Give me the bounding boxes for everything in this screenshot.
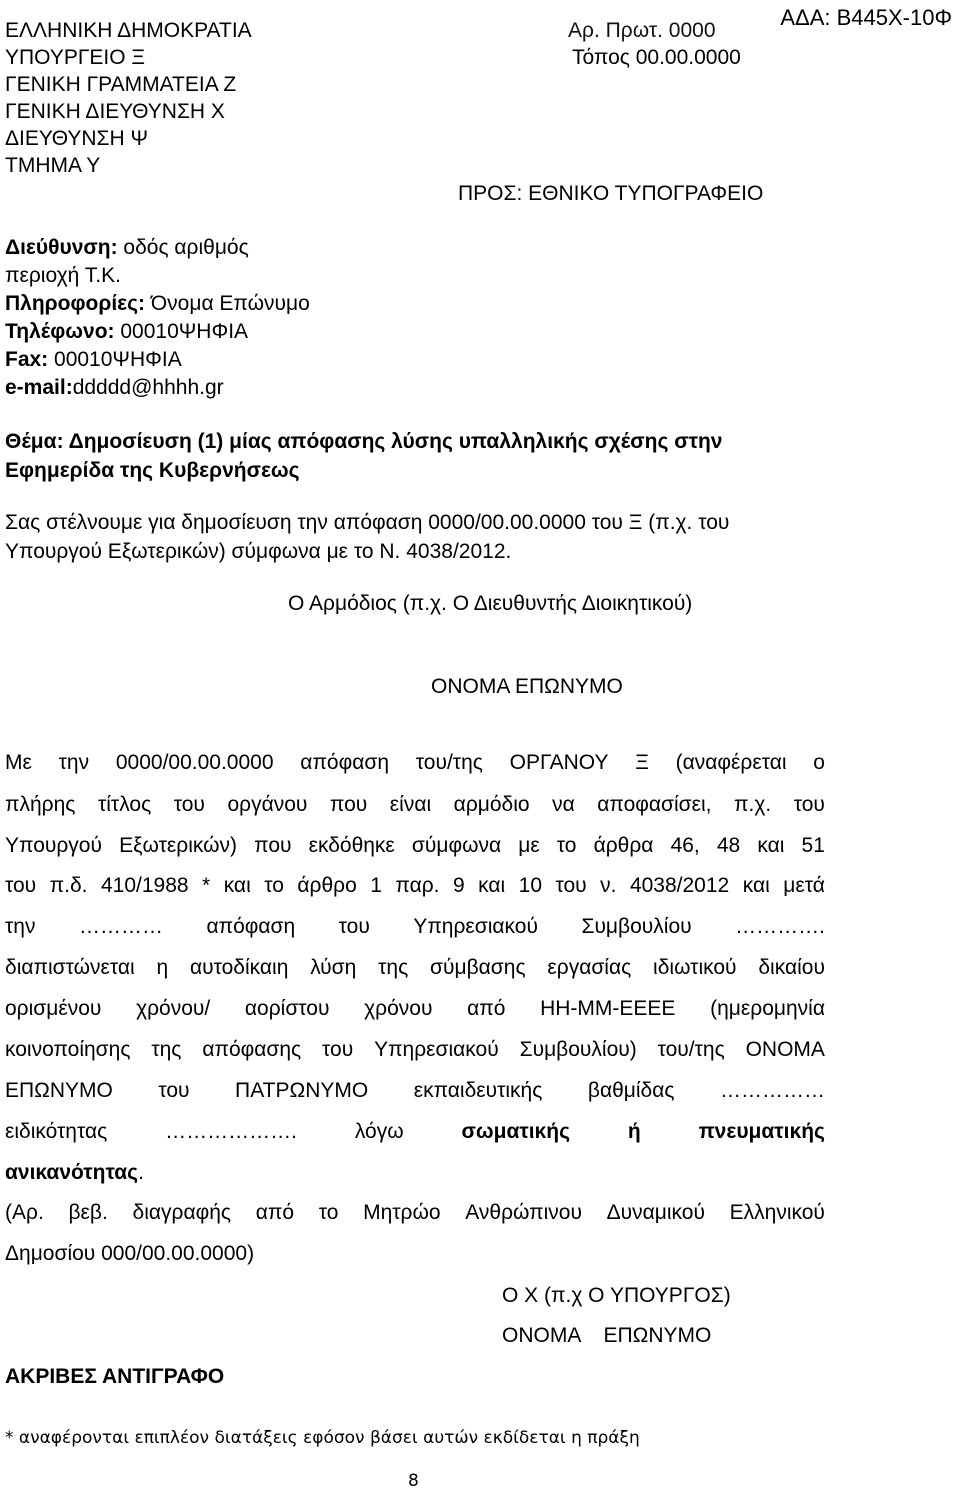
body-word: οργάνου [227,793,308,816]
body-word: * [202,874,211,897]
body-word: 48 [716,834,741,857]
body-word: ………………. [165,1120,297,1143]
body-word: της [378,956,409,979]
body-word: εκδόθηκε [308,834,395,857]
certificate-word: Δυναμικού [606,1201,705,1224]
body-word: …………… [719,1079,825,1102]
competent-official: Ο Αρμόδιος (π.χ. Ο Διευθυντής Διοικητικού) [288,592,693,615]
body-word: ειδικότητας [5,1120,108,1143]
fax-value: 00010ΨΗΦΙΑ [48,348,182,371]
body-word: Εξωτερικών) [119,834,238,857]
certificate-word: Μητρώο [363,1201,441,1224]
subject-line: Εφημερίδα της Κυβερνήσεως [5,459,300,482]
body-word: την [58,751,90,774]
body-word: 1 [370,874,382,897]
body-word: Υπηρεσιακού [413,915,538,938]
body-word: ΟΡΓΑΝΟΥ [509,751,609,774]
body-word: ΟΝΟΜΑ [745,1038,825,1061]
body-word: του [5,874,37,897]
body-word: ΠΑΤΡΩΝΥΜΟ [235,1079,369,1102]
body-word: της [151,1038,182,1061]
body-word: (αναφέρεται [675,751,787,774]
authority-line: ΓΕΝΙΚΗ ΔΙΕΥΘΥΝΣΗ Χ [5,100,225,123]
body-word: την [5,915,36,938]
body-line [5,794,825,815]
info-value: Όνομα Επώνυμο [145,292,310,315]
intro-line: Σας στέλνουμε για δημοσίευση την απόφαση 0000/00.00.0000 του Ξ (π.χ. του [5,511,730,534]
body-word: είναι [389,793,432,816]
certified-copy: ΑΚΡΙΒΕΣ ΑΝΤΙΓΡΑΦΟ [5,1365,225,1388]
protocol-number: Αρ. Πρωτ. 0000 [568,19,716,42]
subject-line: Θέμα: Δημοσίευση (1) μίας απόφασης λύσης υπαλληλικής σχέσης στην [5,430,723,453]
email-value: ddddd@hhhh.gr [72,376,224,399]
phone-value: 00010ΨΗΦΙΑ [114,320,249,343]
certificate-word: από [255,1201,295,1224]
signer-title: Ο Χ (π.χ Ο ΥΠΟΥΡΓΟΣ) [502,1284,731,1307]
intro-line: Υπουργού Εξωτερικών) σύμφωνα με το Ν. 4038/2012. [5,540,512,563]
body-word: το [556,834,577,857]
body-word: π.δ. [49,874,88,897]
body-line [5,875,825,896]
body-word: ιδιωτικού [653,956,737,979]
certificate-word: βεβ. [68,1201,108,1224]
body-line [5,1121,825,1142]
fax-label: Fax: [5,348,49,371]
body-word: ορισμένου [5,997,102,1020]
subject [5,427,722,485]
info-line [5,290,310,318]
body-last-line [5,1162,144,1183]
competent-official-name: ΟΝΟΜΑ ΕΠΩΝΥΜΟ [431,675,623,698]
body-word: δικαίου [758,956,825,979]
body-line [5,1080,825,1101]
body-line [5,998,825,1019]
body-word: διαπιστώνεται [5,956,135,979]
phone-line [5,318,310,346]
body-word: (ημερομηνία [710,997,825,1020]
page-number: 8 [408,1471,419,1491]
area-line: περιοχή Τ.Κ. [5,264,121,287]
authority-line: ΤΜΗΜΑ Υ [5,154,101,177]
body-word: χρόνου [364,997,433,1020]
body-word: του/της [415,751,483,774]
authority-line: ΥΠΟΥΡΓΕΙΟ Ξ [5,46,146,69]
body-word: σύμβασης [430,956,526,979]
body-word: 51 [801,834,825,857]
certificate-line-end: Δημοσίου 000/00.00.0000) [5,1242,255,1265]
body-word: χρόνου/ [136,997,211,1020]
body-word: κοινοποίησης [5,1038,131,1061]
body-word: αρμόδιο [453,793,530,816]
certificate-word: το [318,1201,339,1224]
footnote: * αναφέρονται επιπλέον διατάξεις εφόσον βάσει αυτών εκδίδεται η πράξη [5,1428,640,1448]
email-label: e-mail: [5,376,73,399]
body-word: να [552,793,575,816]
body-word: του [555,874,587,897]
body-word: 9 [452,874,465,897]
body-word: π.χ. [734,793,772,816]
authority-line: ΕΛΛΗΝΙΚΗ ΔΗΜΟΚΡΑΤΙΑ [5,19,252,42]
body-word: 4038/2012 [629,874,730,897]
body-word: παρ. [395,874,440,897]
body-word: του [322,1038,354,1061]
body-word: Συμβουλίου [581,915,692,938]
body-word: απόφαση [206,915,296,938]
intro-paragraph [5,508,729,566]
authority-line: ΔΙΕΥΘΥΝΣΗ Ψ [5,127,149,150]
incapacity-word: ανικανότητας [5,1161,139,1184]
body-word: Ξ [635,751,649,774]
body-word: λύση [310,956,357,979]
certificate-word: Ελληνικού [729,1201,825,1224]
body-word: ν. [600,874,617,897]
body-word: πνευματικής [698,1120,825,1143]
body-word: του [338,915,370,938]
body-word: λόγω [354,1120,404,1143]
body-word: σύμφωνα [411,834,502,857]
email-line [5,374,310,402]
body-last-punct: . [138,1161,144,1184]
body-word: εκπαιδευτικής [413,1079,543,1102]
body-word: ή [627,1120,641,1143]
body-word: αποφασίσει, [597,793,712,816]
body-line [5,835,825,856]
info-label: Πληροφορίες: [5,292,146,315]
body-line [5,957,825,978]
recipient: ΠΡΟΣ: ΕΘΝΙΚΟ ΤΥΠΟΓΡΑΦΕΙΟ [458,182,764,205]
body-line [5,916,825,937]
body-word: 0000/00.00.0000 [115,751,274,774]
body-word: και [478,874,506,897]
body-word: που [329,793,368,816]
fax-line [5,346,310,374]
body-word: και [742,874,770,897]
body-word: ………… [78,915,163,938]
issuing-authority [5,17,252,179]
body-word: από [467,997,506,1020]
body-word: βαθμίδας [587,1079,675,1102]
body-word: απόφαση [300,751,390,774]
body-word: 410/1988 [100,874,189,897]
body-word: με [518,834,540,857]
body-word: Υπουργού [5,834,102,857]
body-word: …………. [735,915,825,938]
address-line [5,234,310,262]
certificate-line [5,1202,825,1223]
body-word: Με [5,751,32,774]
body-word: αυτοδίκαιη [189,956,289,979]
body-line [5,752,825,773]
body-word: 10 [518,874,543,897]
body-word: τίτλος [97,793,152,816]
certificate-word: Ανθρώπινου [465,1201,582,1224]
ada-code: ΑΔΑ: Β445Χ-10Φ [780,5,952,30]
body-word: Υπηρεσιακού [374,1038,499,1061]
body-word: ΗΗ-ΜΜ-ΕΕΕΕ [540,997,676,1020]
contact-block [5,234,310,402]
body-word: το [264,874,284,897]
address-label: Διεύθυνση: [5,236,118,259]
signer-name: ΟΝΟΜΑ ΕΠΩΝΥΜΟ [502,1324,712,1347]
body-word: μετά [783,874,825,897]
certificate-word: διαγραφής [132,1201,232,1224]
address-value: οδός αριθμός [117,236,249,259]
body-word: ΕΠΩΝΥΜΟ [5,1079,113,1102]
certificate-word: (Αρ. [5,1201,44,1224]
body-word: αορίστου [244,997,330,1020]
body-word: άρθρο [297,874,357,897]
body-word: σωματικής [461,1120,571,1143]
authority-line: ΓΕΝΙΚΗ ΓΡΑΜΜΑΤΕΙΑ Ζ [5,73,237,96]
body-word: άρθρα [593,834,654,857]
body-word: ο [813,751,825,774]
body-word: η [156,956,169,979]
body-word: 46, [670,834,700,857]
body-word: που [254,834,292,857]
place-date: Τόπος 00.00.0000 [572,46,741,69]
body-word: πλήρης [5,793,76,816]
body-word: απόφασης [202,1038,302,1061]
body-word: και [757,834,785,857]
body-word: του [173,793,205,816]
body-word: εργασίας [547,956,632,979]
body-line [5,1039,825,1060]
phone-label: Τηλέφωνο: [5,320,115,343]
body-word: του [793,793,825,816]
body-word: του/της [657,1038,725,1061]
body-word: του [158,1079,190,1102]
body-word: και [223,874,251,897]
body-word: Συμβουλίου) [519,1038,637,1061]
